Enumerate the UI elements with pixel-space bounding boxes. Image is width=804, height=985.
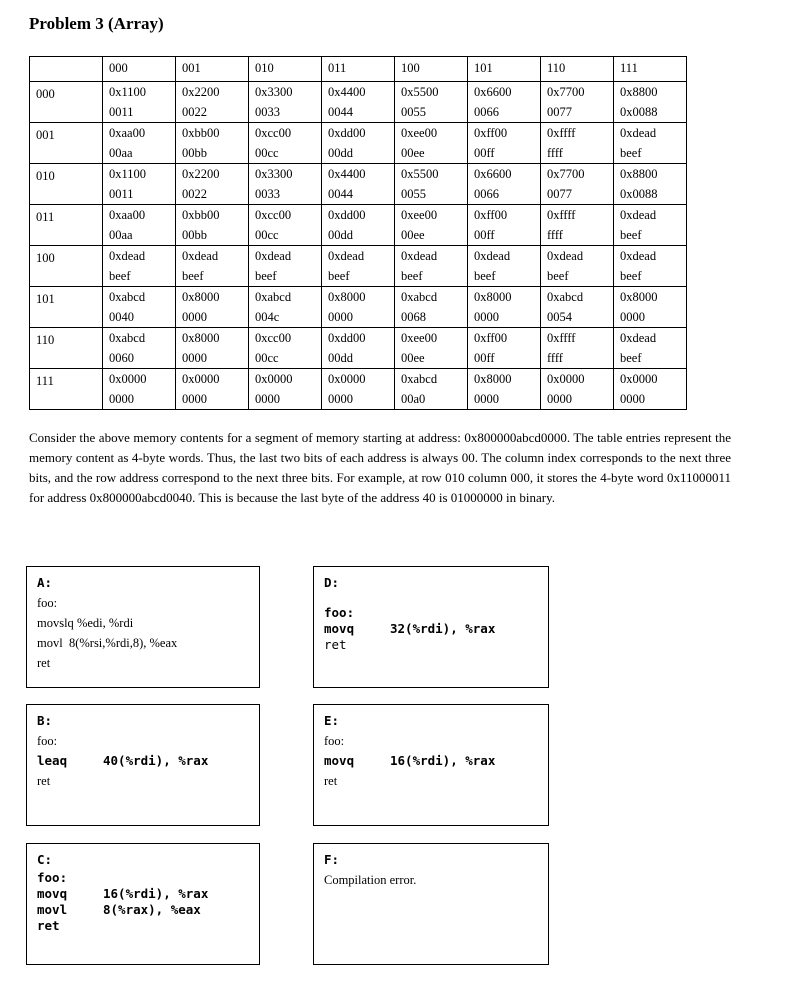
word-high: 0xdd00 xyxy=(328,126,366,140)
memory-cell xyxy=(249,246,322,287)
word-high: 0xbb00 xyxy=(182,208,220,222)
word-high: 0xff00 xyxy=(474,208,508,222)
row-header: 010 xyxy=(30,164,103,205)
memory-cell xyxy=(103,246,176,287)
word-low: 0000 xyxy=(255,392,280,406)
memory-cell xyxy=(395,123,468,164)
word-low: 0077 xyxy=(547,105,572,119)
word-low: beef xyxy=(620,269,642,283)
word-high: 0x8000 xyxy=(182,331,220,345)
option-c-mnemonic-1: movq xyxy=(37,886,68,901)
option-c-label: C: xyxy=(37,852,53,867)
memory-cell xyxy=(614,82,687,123)
memory-cell xyxy=(468,287,541,328)
word-high: 0x7700 xyxy=(547,167,585,181)
option-b-operand: 40(%rdi), %rax xyxy=(103,753,209,768)
memory-cell xyxy=(322,328,395,369)
memory-cell xyxy=(103,369,176,410)
memory-cell xyxy=(249,164,322,205)
word-high: 0x8000 xyxy=(620,290,658,304)
word-high: 0xcc00 xyxy=(255,331,292,345)
word-high: 0xdead xyxy=(547,249,584,263)
column-header: 111 xyxy=(614,57,687,82)
word-high: 0xff00 xyxy=(474,126,508,140)
memory-cell xyxy=(541,328,614,369)
memory-cell xyxy=(468,328,541,369)
memory-cell xyxy=(468,123,541,164)
memory-cell xyxy=(249,287,322,328)
word-high: 0x6600 xyxy=(474,167,512,181)
word-high: 0x5500 xyxy=(401,167,439,181)
word-high: 0x1100 xyxy=(109,85,147,99)
table-row xyxy=(30,164,687,205)
row-header: 110 xyxy=(30,328,103,369)
word-high: 0x0000 xyxy=(328,372,366,386)
memory-cell xyxy=(468,246,541,287)
word-high: 0xabcd xyxy=(401,290,438,304)
word-low: 0011 xyxy=(109,105,134,119)
word-low: 0044 xyxy=(328,187,353,201)
column-header: 000 xyxy=(103,57,176,82)
memory-cell xyxy=(395,369,468,410)
word-high: 0xff00 xyxy=(474,331,508,345)
option-c-operand-2: 8(%rax), %eax xyxy=(103,902,201,917)
column-header: 010 xyxy=(249,57,322,82)
option-c-line-1: foo: xyxy=(37,870,68,885)
word-low: 0068 xyxy=(401,310,426,324)
option-e-line-1: foo: xyxy=(324,734,345,748)
word-low: 0000 xyxy=(474,392,499,406)
word-low: 00a0 xyxy=(401,392,426,406)
word-low: 00ff xyxy=(474,351,495,365)
word-low: 00cc xyxy=(255,228,279,242)
option-d-label: D: xyxy=(324,575,340,590)
memory-cell xyxy=(395,164,468,205)
memory-table xyxy=(29,56,687,410)
option-f-line-1: Compilation error. xyxy=(324,873,417,887)
option-c-operand-1: 16(%rdi), %rax xyxy=(103,886,209,901)
word-high: 0xaa00 xyxy=(109,126,146,140)
option-e-line-3: ret xyxy=(324,774,338,788)
word-low: 0000 xyxy=(620,392,645,406)
word-high: 0xdead xyxy=(620,331,657,345)
word-low: 00ee xyxy=(401,228,425,242)
word-low: 00aa xyxy=(109,228,133,242)
option-b-mnemonic: leaq xyxy=(37,753,68,768)
table-row xyxy=(30,287,687,328)
memory-cell xyxy=(103,123,176,164)
word-low: beef xyxy=(620,228,642,242)
memory-cell xyxy=(322,164,395,205)
word-low: 004c xyxy=(255,310,280,324)
memory-cell xyxy=(176,287,249,328)
word-low: beef xyxy=(620,351,642,365)
word-low: beef xyxy=(474,269,496,283)
word-high: 0xcc00 xyxy=(255,126,292,140)
word-high: 0xffff xyxy=(547,126,576,140)
word-high: 0x0000 xyxy=(182,372,220,386)
problem-description: Consider the above memory contents for a segment of memory starting at address: 0x800000abcd0000. The table entries represent the memory content as 4-byte words. Thus, the last two bits of each address is always 00. The column index corresponds to the next three bits, and the row address correspond to the next three bits. For example, at row 010 column 000, it stores the 4-byte word 0x11000011 for address 0x800000abcd0040. This is because the last byte of the address 40 is 01000000 in binary. xyxy=(29,430,731,505)
memory-cell xyxy=(541,369,614,410)
word-low: 0000 xyxy=(109,392,134,406)
table-row xyxy=(30,246,687,287)
memory-cell xyxy=(249,328,322,369)
memory-cell xyxy=(541,205,614,246)
word-high: 0x2200 xyxy=(182,85,220,99)
word-low: ffff xyxy=(547,228,563,242)
option-a-box xyxy=(26,566,260,688)
word-low: 0000 xyxy=(328,392,353,406)
word-low: 00dd xyxy=(328,146,353,160)
word-high: 0xabcd xyxy=(547,290,584,304)
option-e-label: E: xyxy=(324,713,340,728)
word-high: 0x7700 xyxy=(547,85,585,99)
word-low: 00bb xyxy=(182,228,207,242)
memory-cell xyxy=(614,164,687,205)
word-high: 0xee00 xyxy=(401,126,438,140)
word-high: 0x8000 xyxy=(474,290,512,304)
memory-cell xyxy=(176,123,249,164)
option-b-line-2 xyxy=(37,751,259,771)
word-low: 0x0088 xyxy=(620,187,658,201)
word-low: 0000 xyxy=(328,310,353,324)
word-low: 0060 xyxy=(109,351,134,365)
word-low: beef xyxy=(620,146,642,160)
option-d-box xyxy=(313,566,549,688)
problem-title: Problem 3 (Array) xyxy=(29,14,164,33)
memory-cell xyxy=(614,369,687,410)
memory-cell xyxy=(176,369,249,410)
word-low: 00dd xyxy=(328,228,353,242)
memory-cell xyxy=(468,205,541,246)
word-high: 0x2200 xyxy=(182,167,220,181)
word-high: 0x3300 xyxy=(255,167,293,181)
option-e-box xyxy=(313,704,549,826)
option-d-operand: 32(%rdi), %rax xyxy=(390,621,496,636)
memory-cell xyxy=(395,205,468,246)
word-low: 0022 xyxy=(182,187,207,201)
option-c-line-2 xyxy=(37,886,259,902)
memory-cell xyxy=(249,205,322,246)
word-high: 0x0000 xyxy=(547,372,585,386)
column-header: 110 xyxy=(541,57,614,82)
word-low: beef xyxy=(255,269,277,283)
word-high: 0x8000 xyxy=(182,290,220,304)
option-a-mnemonic-2: movl xyxy=(37,636,63,650)
memory-cell xyxy=(614,123,687,164)
word-high: 0xdead xyxy=(255,249,292,263)
column-header: 001 xyxy=(176,57,249,82)
option-c-line-3 xyxy=(37,902,259,918)
option-d-mnemonic: movq xyxy=(324,621,355,636)
memory-cell xyxy=(614,328,687,369)
option-f-box xyxy=(313,843,549,965)
memory-cell xyxy=(541,123,614,164)
memory-cell xyxy=(103,328,176,369)
option-a-mnemonic-1: movslq xyxy=(37,616,74,630)
word-low: beef xyxy=(328,269,350,283)
option-e-line-2 xyxy=(324,751,548,771)
option-a-label: A: xyxy=(37,575,53,590)
word-high: 0xffff xyxy=(547,331,576,345)
word-low: 0022 xyxy=(182,105,207,119)
memory-cell xyxy=(468,164,541,205)
option-c-line-4: ret xyxy=(37,918,60,933)
option-a-operand-2: 8(%rsi,%rdi,8), %eax xyxy=(68,636,178,650)
row-header: 100 xyxy=(30,246,103,287)
column-header: 101 xyxy=(468,57,541,82)
word-low: 0055 xyxy=(401,105,426,119)
option-a-line-3 xyxy=(37,633,259,653)
column-header-row xyxy=(30,57,687,82)
memory-cell xyxy=(468,369,541,410)
memory-cell xyxy=(249,369,322,410)
word-high: 0x5500 xyxy=(401,85,439,99)
word-low: 0066 xyxy=(474,187,499,201)
memory-cell xyxy=(395,246,468,287)
memory-cell xyxy=(322,287,395,328)
memory-cell xyxy=(614,205,687,246)
word-high: 0x0000 xyxy=(620,372,658,386)
word-high: 0xabcd xyxy=(401,372,438,386)
word-low: 00dd xyxy=(328,351,353,365)
row-header: 000 xyxy=(30,82,103,123)
memory-cell xyxy=(249,82,322,123)
word-low: 0x0088 xyxy=(620,105,658,119)
word-low: 0000 xyxy=(474,310,499,324)
memory-cell xyxy=(176,328,249,369)
option-f-label: F: xyxy=(324,852,340,867)
word-high: 0xabcd xyxy=(109,331,146,345)
memory-cell xyxy=(614,246,687,287)
word-high: 0x0000 xyxy=(255,372,293,386)
word-high: 0x8800 xyxy=(620,167,658,181)
word-high: 0xdead xyxy=(109,249,146,263)
row-header: 111 xyxy=(30,369,103,410)
memory-cell xyxy=(468,82,541,123)
word-high: 0xdead xyxy=(620,126,657,140)
table-row xyxy=(30,82,687,123)
word-low: beef xyxy=(401,269,423,283)
word-low: 00ff xyxy=(474,146,495,160)
word-low: 0011 xyxy=(109,187,134,201)
word-high: 0xee00 xyxy=(401,208,438,222)
word-low: 0000 xyxy=(182,310,207,324)
word-high: 0x6600 xyxy=(474,85,512,99)
word-high: 0x4400 xyxy=(328,167,366,181)
word-low: ffff xyxy=(547,351,563,365)
word-low: 00cc xyxy=(255,146,279,160)
memory-cell xyxy=(322,246,395,287)
memory-cell xyxy=(176,164,249,205)
memory-cell xyxy=(103,205,176,246)
word-high: 0xabcd xyxy=(255,290,292,304)
word-high: 0xaa00 xyxy=(109,208,146,222)
memory-cell xyxy=(176,246,249,287)
word-high: 0xcc00 xyxy=(255,208,292,222)
option-b-box xyxy=(26,704,260,826)
word-low: 0066 xyxy=(474,105,499,119)
memory-cell xyxy=(322,82,395,123)
memory-cell xyxy=(541,287,614,328)
word-low: ffff xyxy=(547,146,563,160)
word-low: 0000 xyxy=(182,392,207,406)
word-low: 00aa xyxy=(109,146,133,160)
table-row xyxy=(30,205,687,246)
row-header: 101 xyxy=(30,287,103,328)
row-header: 001 xyxy=(30,123,103,164)
word-low: beef xyxy=(109,269,131,283)
option-d-line-1: foo: xyxy=(324,605,355,620)
word-high: 0xdead xyxy=(474,249,511,263)
word-high: 0x8000 xyxy=(328,290,366,304)
word-low: 00ff xyxy=(474,228,495,242)
word-low: 00ee xyxy=(401,146,425,160)
word-low: 0040 xyxy=(109,310,134,324)
memory-cell xyxy=(395,287,468,328)
memory-cell xyxy=(322,123,395,164)
option-a-line-1: foo: xyxy=(37,596,58,610)
word-low: beef xyxy=(547,269,569,283)
word-high: 0xdead xyxy=(620,249,657,263)
word-high: 0xdd00 xyxy=(328,331,366,345)
word-high: 0xdead xyxy=(328,249,365,263)
table-row xyxy=(30,123,687,164)
option-e-operand: 16(%rdi), %rax xyxy=(390,753,496,768)
word-low: 0033 xyxy=(255,187,280,201)
word-high: 0xabcd xyxy=(109,290,146,304)
word-high: 0x8800 xyxy=(620,85,658,99)
memory-cell xyxy=(103,287,176,328)
word-high: 0xdead xyxy=(182,249,219,263)
memory-cell xyxy=(249,123,322,164)
word-low: 00bb xyxy=(182,146,207,160)
word-low: beef xyxy=(182,269,204,283)
word-low: 0054 xyxy=(547,310,572,324)
word-high: 0xffff xyxy=(547,208,576,222)
memory-cell xyxy=(541,164,614,205)
word-low: 0000 xyxy=(547,392,572,406)
word-high: 0x0000 xyxy=(109,372,147,386)
word-low: 0000 xyxy=(182,351,207,365)
word-high: 0x4400 xyxy=(328,85,366,99)
memory-cell xyxy=(541,246,614,287)
memory-cell xyxy=(322,205,395,246)
corner-cell xyxy=(30,57,103,82)
memory-cell xyxy=(322,369,395,410)
column-header: 100 xyxy=(395,57,468,82)
option-b-line-3: ret xyxy=(37,774,51,788)
row-header: 011 xyxy=(30,205,103,246)
word-low: 00ee xyxy=(401,351,425,365)
memory-cell xyxy=(176,205,249,246)
word-high: 0xdd00 xyxy=(328,208,366,222)
column-header: 011 xyxy=(322,57,395,82)
word-high: 0xdead xyxy=(401,249,438,263)
option-b-line-1: foo: xyxy=(37,734,58,748)
word-high: 0xee00 xyxy=(401,331,438,345)
option-a-operand-1: %edi, %rdi xyxy=(76,616,134,630)
word-low: 0000 xyxy=(620,310,645,324)
word-low: 00cc xyxy=(255,351,279,365)
table-row xyxy=(30,369,687,410)
memory-cell xyxy=(541,82,614,123)
word-low: 0055 xyxy=(401,187,426,201)
word-high: 0x1100 xyxy=(109,167,147,181)
memory-cell xyxy=(176,82,249,123)
word-low: 0044 xyxy=(328,105,353,119)
option-b-label: B: xyxy=(37,713,53,728)
word-high: 0x8000 xyxy=(474,372,512,386)
word-low: 0077 xyxy=(547,187,572,201)
word-high: 0xdead xyxy=(620,208,657,222)
option-a-line-2 xyxy=(37,613,259,633)
option-a-line-4: ret xyxy=(37,656,51,670)
memory-cell xyxy=(395,82,468,123)
option-d-line-2 xyxy=(324,621,548,637)
word-high: 0xbb00 xyxy=(182,126,220,140)
memory-cell xyxy=(103,82,176,123)
word-low: 0033 xyxy=(255,105,280,119)
memory-cell xyxy=(103,164,176,205)
memory-cell xyxy=(395,328,468,369)
memory-cell xyxy=(614,287,687,328)
table-row xyxy=(30,328,687,369)
option-c-mnemonic-2: movl xyxy=(37,902,68,917)
option-e-mnemonic: movq xyxy=(324,753,355,768)
option-c-box xyxy=(26,843,260,965)
option-d-line-3: ret xyxy=(324,637,347,652)
word-high: 0x3300 xyxy=(255,85,293,99)
